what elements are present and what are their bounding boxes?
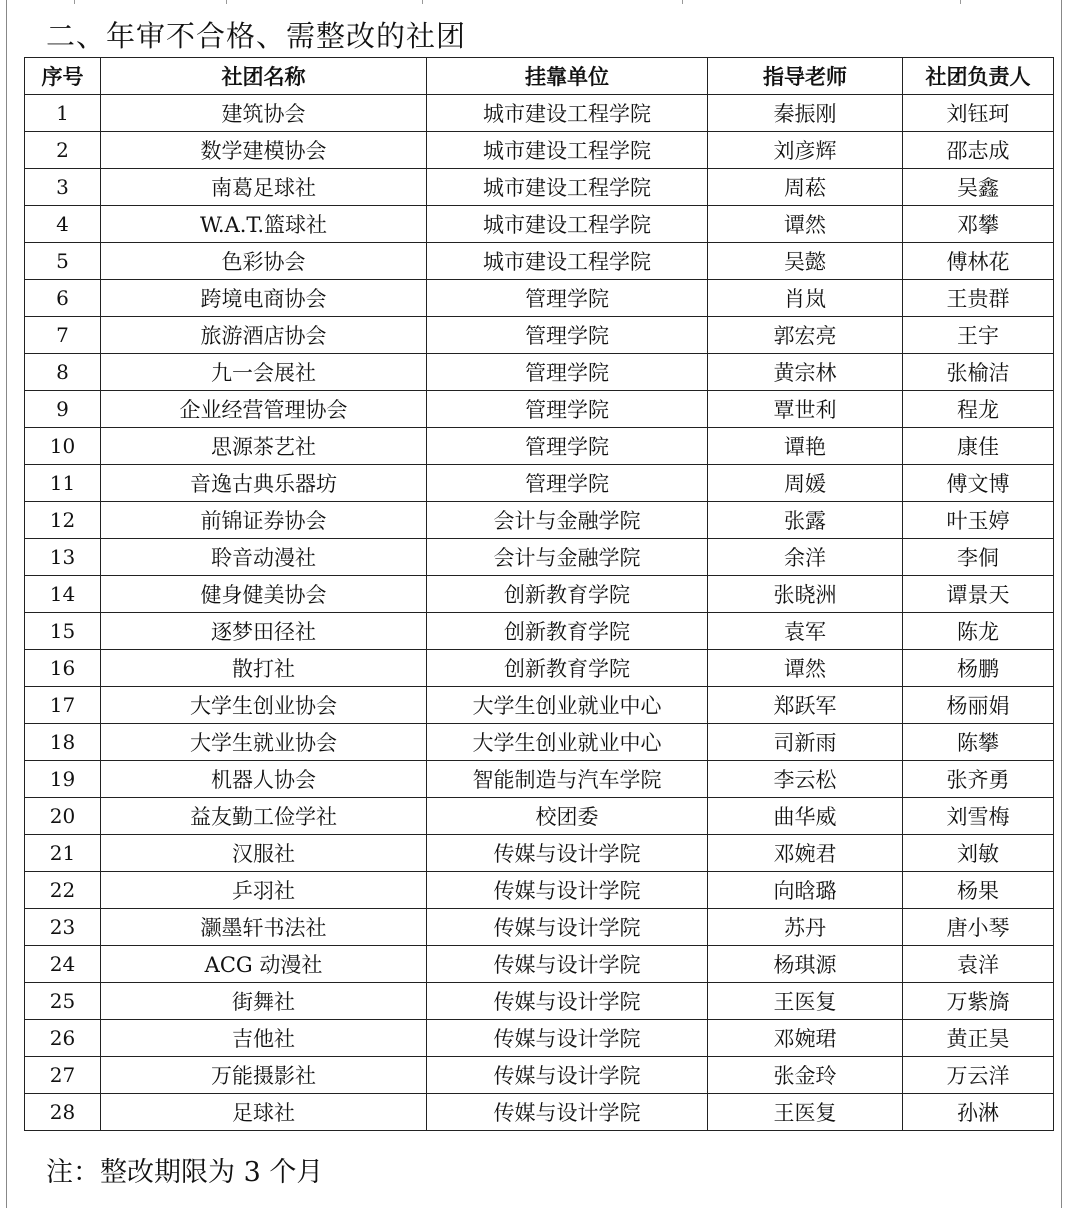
table-row: [25, 317, 1054, 354]
cell-club-name: ACG 动漫社: [101, 946, 427, 983]
cell-index: 27: [25, 1057, 101, 1094]
cell-affiliated-unit: 管理学院: [427, 391, 708, 428]
table-body: [25, 95, 1054, 1131]
cell-advisor: 谭然: [708, 206, 903, 243]
cell-affiliated-unit: 传媒与设计学院: [427, 983, 708, 1020]
table-row: [25, 613, 1054, 650]
cell-club-leader: 刘钰珂: [903, 95, 1054, 132]
cell-club-leader: 万紫旖: [903, 983, 1054, 1020]
cell-advisor: 刘彦辉: [708, 132, 903, 169]
header-affiliated-unit: 挂靠单位: [427, 58, 708, 95]
cell-club-leader: 刘雪梅: [903, 798, 1054, 835]
cell-affiliated-unit: 创新教育学院: [427, 576, 708, 613]
table-row: [25, 502, 1054, 539]
cell-index: 12: [25, 502, 101, 539]
cell-affiliated-unit: 管理学院: [427, 317, 708, 354]
cell-club-leader: 陈攀: [903, 724, 1054, 761]
cell-club-name: 聆音动漫社: [101, 539, 427, 576]
section-title: 二、年审不合格、需整改的社团: [46, 19, 467, 53]
cell-club-name: 吉他社: [101, 1020, 427, 1057]
table-row: [25, 428, 1054, 465]
cell-club-leader: 黄正昊: [903, 1020, 1054, 1057]
cell-affiliated-unit: 智能制造与汽车学院: [427, 761, 708, 798]
cell-club-name: 大学生就业协会: [101, 724, 427, 761]
cell-affiliated-unit: 大学生创业就业中心: [427, 724, 708, 761]
cell-club-leader: 唐小琴: [903, 909, 1054, 946]
cell-index: 4: [25, 206, 101, 243]
cell-club-leader: 刘敏: [903, 835, 1054, 872]
cell-index: 3: [25, 169, 101, 206]
cell-club-name: 九一会展社: [101, 354, 427, 391]
cell-advisor: 向晗璐: [708, 872, 903, 909]
header-index: 序号: [25, 58, 101, 95]
table-row: [25, 650, 1054, 687]
cell-index: 10: [25, 428, 101, 465]
cell-advisor: 王医复: [708, 983, 903, 1020]
cell-club-leader: 杨果: [903, 872, 1054, 909]
table-row: [25, 243, 1054, 280]
cell-index: 17: [25, 687, 101, 724]
cell-club-name: 逐梦田径社: [101, 613, 427, 650]
cell-club-leader: 傅林花: [903, 243, 1054, 280]
cell-advisor: 覃世利: [708, 391, 903, 428]
cell-index: 19: [25, 761, 101, 798]
cell-club-leader: 邵志成: [903, 132, 1054, 169]
cell-index: 6: [25, 280, 101, 317]
table-row: [25, 169, 1054, 206]
cell-club-leader: 李侗: [903, 539, 1054, 576]
table-row: [25, 391, 1054, 428]
cell-advisor: 杨琪源: [708, 946, 903, 983]
cell-club-name: 足球社: [101, 1094, 427, 1131]
cell-advisor: 周媛: [708, 465, 903, 502]
cell-club-name: 南葛足球社: [101, 169, 427, 206]
cell-club-name: 健身健美协会: [101, 576, 427, 613]
table-row: [25, 946, 1054, 983]
table-row: [25, 798, 1054, 835]
cell-club-leader: 王贵群: [903, 280, 1054, 317]
cell-affiliated-unit: 管理学院: [427, 465, 708, 502]
cell-club-name: 益友勤工俭学社: [101, 798, 427, 835]
cell-advisor: 张露: [708, 502, 903, 539]
cell-club-name: 思源茶艺社: [101, 428, 427, 465]
cell-club-leader: 王宇: [903, 317, 1054, 354]
cell-affiliated-unit: 管理学院: [427, 428, 708, 465]
table-row: [25, 872, 1054, 909]
cell-club-name: W.A.T.篮球社: [101, 206, 427, 243]
cell-affiliated-unit: 城市建设工程学院: [427, 206, 708, 243]
cell-club-name: 企业经营管理协会: [101, 391, 427, 428]
cell-club-name: 乒羽社: [101, 872, 427, 909]
cell-club-leader: 孙淋: [903, 1094, 1054, 1131]
cell-affiliated-unit: 会计与金融学院: [427, 502, 708, 539]
cell-club-leader: 万云洋: [903, 1057, 1054, 1094]
cell-affiliated-unit: 传媒与设计学院: [427, 946, 708, 983]
cell-affiliated-unit: 创新教育学院: [427, 650, 708, 687]
cell-affiliated-unit: 城市建设工程学院: [427, 95, 708, 132]
cell-index: 1: [25, 95, 101, 132]
cell-advisor: 周菘: [708, 169, 903, 206]
cell-club-leader: 谭景天: [903, 576, 1054, 613]
cell-affiliated-unit: 城市建设工程学院: [427, 243, 708, 280]
cell-index: 14: [25, 576, 101, 613]
cell-index: 18: [25, 724, 101, 761]
cell-advisor: 谭艳: [708, 428, 903, 465]
cell-advisor: 张晓洲: [708, 576, 903, 613]
cell-advisor: 袁军: [708, 613, 903, 650]
cell-club-name: 散打社: [101, 650, 427, 687]
table-row: [25, 1094, 1054, 1131]
table-row: [25, 576, 1054, 613]
cell-advisor: 李云松: [708, 761, 903, 798]
cell-index: 8: [25, 354, 101, 391]
cell-index: 25: [25, 983, 101, 1020]
cell-affiliated-unit: 创新教育学院: [427, 613, 708, 650]
cell-club-name: 旅游酒店协会: [101, 317, 427, 354]
cell-index: 5: [25, 243, 101, 280]
cell-index: 24: [25, 946, 101, 983]
table-row: [25, 132, 1054, 169]
cell-club-name: 跨境电商协会: [101, 280, 427, 317]
table-row: [25, 95, 1054, 132]
cell-index: 23: [25, 909, 101, 946]
header-club-leader: 社团负责人: [903, 58, 1054, 95]
cell-club-name: 大学生创业协会: [101, 687, 427, 724]
cell-index: 2: [25, 132, 101, 169]
cell-advisor: 苏丹: [708, 909, 903, 946]
cell-affiliated-unit: 传媒与设计学院: [427, 1057, 708, 1094]
clubs-table: [24, 57, 1054, 1131]
table-row: [25, 983, 1054, 1020]
cell-club-name: 汉服社: [101, 835, 427, 872]
cell-advisor: 余洋: [708, 539, 903, 576]
table-row: [25, 1020, 1054, 1057]
cell-affiliated-unit: 管理学院: [427, 354, 708, 391]
cell-affiliated-unit: 传媒与设计学院: [427, 872, 708, 909]
cell-club-name: 万能摄影社: [101, 1057, 427, 1094]
cell-club-leader: 张榆洁: [903, 354, 1054, 391]
cell-club-leader: 袁洋: [903, 946, 1054, 983]
cell-advisor: 郭宏亮: [708, 317, 903, 354]
cell-index: 28: [25, 1094, 101, 1131]
cell-advisor: 郑跃军: [708, 687, 903, 724]
cell-advisor: 秦振刚: [708, 95, 903, 132]
cell-club-leader: 杨丽娟: [903, 687, 1054, 724]
cell-club-name: 灏墨轩书法社: [101, 909, 427, 946]
table-row: [25, 835, 1054, 872]
cell-club-leader: 杨鹏: [903, 650, 1054, 687]
table-row: [25, 206, 1054, 243]
cell-club-name: 数学建模协会: [101, 132, 427, 169]
top-page-edge: [0, 0, 1068, 4]
cell-index: 7: [25, 317, 101, 354]
cell-advisor: 曲华威: [708, 798, 903, 835]
cell-advisor: 邓婉珺: [708, 1020, 903, 1057]
header-club-name: 社团名称: [101, 58, 427, 95]
cell-advisor: 谭然: [708, 650, 903, 687]
table-row: [25, 465, 1054, 502]
cell-affiliated-unit: 会计与金融学院: [427, 539, 708, 576]
header-advisor: 指导老师: [708, 58, 903, 95]
cell-index: 13: [25, 539, 101, 576]
table-row: [25, 354, 1054, 391]
cell-club-leader: 陈龙: [903, 613, 1054, 650]
cell-advisor: 邓婉君: [708, 835, 903, 872]
cell-affiliated-unit: 大学生创业就业中心: [427, 687, 708, 724]
cell-advisor: 黄宗林: [708, 354, 903, 391]
cell-index: 11: [25, 465, 101, 502]
cell-club-leader: 傅文博: [903, 465, 1054, 502]
cell-advisor: 王医复: [708, 1094, 903, 1131]
cell-club-leader: 程龙: [903, 391, 1054, 428]
table-row: [25, 909, 1054, 946]
cell-affiliated-unit: 传媒与设计学院: [427, 1020, 708, 1057]
cell-affiliated-unit: 城市建设工程学院: [427, 169, 708, 206]
cell-index: 26: [25, 1020, 101, 1057]
cell-club-name: 街舞社: [101, 983, 427, 1020]
cell-affiliated-unit: 传媒与设计学院: [427, 1094, 708, 1131]
cell-affiliated-unit: 传媒与设计学院: [427, 909, 708, 946]
cell-club-leader: 邓攀: [903, 206, 1054, 243]
cell-index: 9: [25, 391, 101, 428]
cell-club-leader: 张齐勇: [903, 761, 1054, 798]
cell-affiliated-unit: 管理学院: [427, 280, 708, 317]
cell-affiliated-unit: 传媒与设计学院: [427, 835, 708, 872]
cell-index: 16: [25, 650, 101, 687]
cell-club-name: 前锦证券协会: [101, 502, 427, 539]
cell-advisor: 张金玲: [708, 1057, 903, 1094]
cell-club-leader: 吴鑫: [903, 169, 1054, 206]
rectification-note: 注：整改期限为 3 个月: [46, 1157, 324, 1188]
cell-advisor: 司新雨: [708, 724, 903, 761]
cell-club-leader: 康佳: [903, 428, 1054, 465]
cell-advisor: 吴懿: [708, 243, 903, 280]
table-row: [25, 280, 1054, 317]
cell-index: 20: [25, 798, 101, 835]
table-row: [25, 724, 1054, 761]
table-row: [25, 761, 1054, 798]
cell-club-name: 音逸古典乐器坊: [101, 465, 427, 502]
cell-affiliated-unit: 校团委: [427, 798, 708, 835]
table-row: [25, 1057, 1054, 1094]
cell-club-name: 建筑协会: [101, 95, 427, 132]
cell-club-leader: 叶玉婷: [903, 502, 1054, 539]
cell-index: 21: [25, 835, 101, 872]
table-row: [25, 687, 1054, 724]
cell-index: 22: [25, 872, 101, 909]
cell-advisor: 肖岚: [708, 280, 903, 317]
table-header-row: [25, 58, 1054, 95]
cell-affiliated-unit: 城市建设工程学院: [427, 132, 708, 169]
cell-club-name: 色彩协会: [101, 243, 427, 280]
table-row: [25, 539, 1054, 576]
cell-club-name: 机器人协会: [101, 761, 427, 798]
cell-index: 15: [25, 613, 101, 650]
